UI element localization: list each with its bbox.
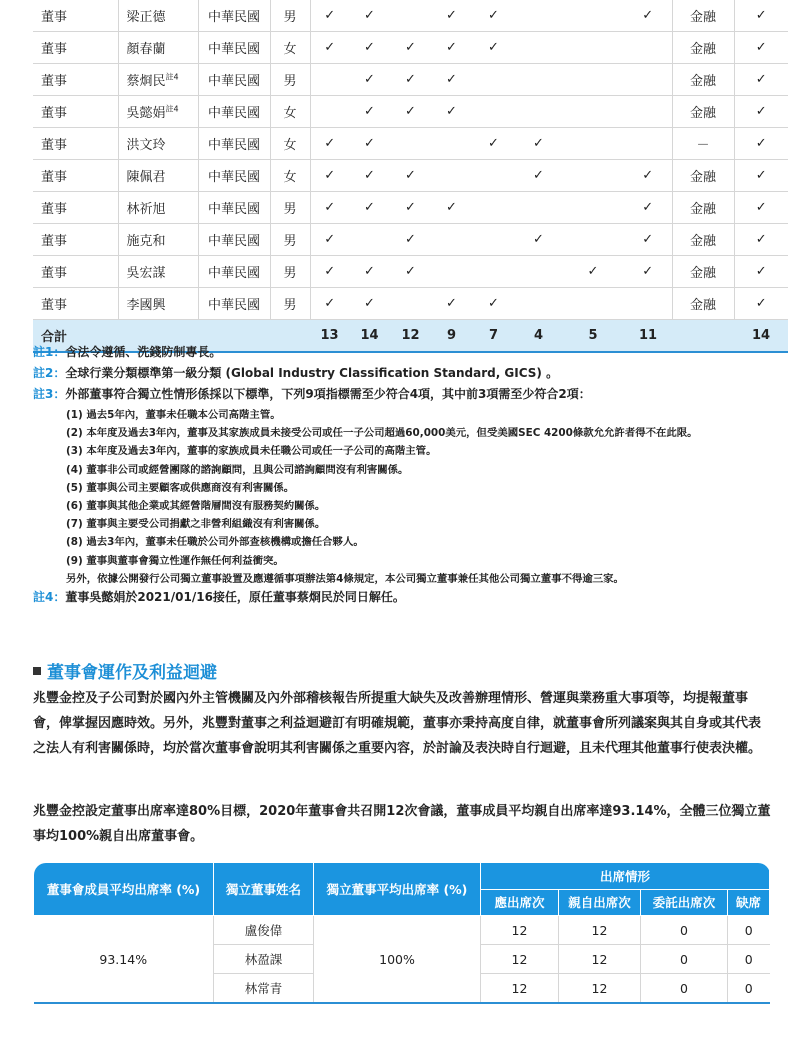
director-name bbox=[118, 192, 198, 224]
director-industry: 金融 bbox=[672, 224, 734, 256]
check-cell: ✓ bbox=[562, 256, 624, 288]
director-note-ref: 註4 bbox=[165, 72, 179, 82]
independent-avg-value: 100% bbox=[314, 916, 481, 1004]
check-cell: ✓ bbox=[310, 0, 349, 32]
check-cell: ✓ bbox=[390, 192, 431, 224]
director-name bbox=[118, 256, 198, 288]
check-cell: ✓ bbox=[624, 256, 672, 288]
criterion-item: (1) 過去5年內，董事未任職本公司高階主管。 bbox=[66, 409, 281, 421]
table-row bbox=[33, 32, 788, 64]
director-nationality: 中華民國 bbox=[198, 64, 270, 96]
check-cell: ✓ bbox=[310, 32, 349, 64]
director-name-text: 施克和 bbox=[126, 234, 166, 249]
check-cell bbox=[310, 64, 349, 96]
check-cell bbox=[624, 288, 672, 320]
director-last-check: ✓ bbox=[734, 256, 788, 288]
attendance-count: 0 bbox=[728, 974, 770, 1004]
attendance-count: 0 bbox=[641, 916, 728, 945]
criterion-item: (4) 董事非公司或經營團隊的諮詢顧問，且與公司諮詢顧問沒有利害關係。 bbox=[66, 463, 409, 476]
attendance-count: 12 bbox=[481, 945, 559, 974]
director-title: 董事 bbox=[33, 224, 118, 256]
table-row bbox=[33, 288, 788, 320]
director-name-text: 洪文玲 bbox=[126, 138, 166, 153]
independent-director-name: 林盈課 bbox=[214, 945, 314, 974]
director-last-check: ✓ bbox=[734, 192, 788, 224]
total-count: 12 bbox=[390, 320, 431, 353]
section-title: 董事會運作及利益迴避 bbox=[33, 658, 217, 683]
director-gender: 女 bbox=[270, 32, 310, 64]
attendance-count: 0 bbox=[728, 916, 770, 945]
check-cell bbox=[562, 0, 624, 32]
note-3: 註3：外部董事符合獨立性情形係採以下標準，下列9項指標需至少符合4項，其中前3項需至少符合2項： bbox=[33, 387, 591, 401]
independent-director-name: 林常青 bbox=[214, 974, 314, 1004]
director-title: 董事 bbox=[33, 128, 118, 160]
total-count: 5 bbox=[562, 320, 624, 353]
attendance-count: 0 bbox=[728, 945, 770, 974]
check-cell bbox=[562, 96, 624, 128]
header-independent-name: 獨立董事姓名 bbox=[214, 863, 314, 916]
header-avg-attendance: 董事會成員平均出席率 (%) bbox=[34, 863, 214, 916]
check-cell: ✓ bbox=[310, 288, 349, 320]
director-name-text: 梁正德 bbox=[126, 10, 166, 25]
director-gender: 男 bbox=[270, 192, 310, 224]
attendance-count: 12 bbox=[559, 945, 641, 974]
check-cell bbox=[472, 96, 515, 128]
director-nationality: 中華民國 bbox=[198, 192, 270, 224]
total-last: 14 bbox=[734, 320, 788, 353]
director-title: 董事 bbox=[33, 32, 118, 64]
check-cell bbox=[515, 64, 562, 96]
director-industry: 金融 bbox=[672, 256, 734, 288]
check-cell bbox=[624, 128, 672, 160]
check-cell: ✓ bbox=[624, 224, 672, 256]
attendance-count: 12 bbox=[559, 974, 641, 1004]
director-industry: 金融 bbox=[672, 96, 734, 128]
director-title: 董事 bbox=[33, 0, 118, 32]
director-name-text: 蔡烱民 bbox=[126, 74, 166, 89]
director-name-text: 顏春蘭 bbox=[126, 42, 166, 57]
check-cell: ✓ bbox=[349, 0, 390, 32]
director-nationality: 中華民國 bbox=[198, 288, 270, 320]
total-count: 14 bbox=[349, 320, 390, 353]
director-name bbox=[118, 0, 198, 32]
check-cell bbox=[431, 160, 472, 192]
director-name bbox=[118, 128, 198, 160]
table-row bbox=[33, 192, 788, 224]
bullet-square-icon bbox=[33, 667, 41, 675]
director-name bbox=[118, 64, 198, 96]
header-independent-avg: 獨立董事平均出席率 (%) bbox=[314, 863, 481, 916]
check-cell: ✓ bbox=[310, 192, 349, 224]
table-row bbox=[33, 64, 788, 96]
check-cell: ✓ bbox=[472, 0, 515, 32]
check-cell bbox=[624, 64, 672, 96]
check-cell: ✓ bbox=[349, 160, 390, 192]
director-name-text: 李國興 bbox=[126, 298, 166, 313]
director-industry: 金融 bbox=[672, 288, 734, 320]
table-row bbox=[33, 96, 788, 128]
director-nationality: 中華民國 bbox=[198, 224, 270, 256]
check-cell: ✓ bbox=[349, 128, 390, 160]
director-gender: 女 bbox=[270, 96, 310, 128]
criterion-item: 另外，依據公開發行公司獨立董事設置及應遵循事項辦法第4條規定，本公司獨立董事兼任其他公司獨立董事不得逾三家。 bbox=[66, 572, 624, 585]
table-row bbox=[33, 224, 788, 256]
director-last-check: ✓ bbox=[734, 96, 788, 128]
director-name bbox=[118, 96, 198, 128]
director-name-text: 林祈旭 bbox=[126, 202, 166, 217]
check-cell: ✓ bbox=[310, 128, 349, 160]
criterion-item: (8) 過去3年內，董事未任職於公司外部查核機構或擔任合夥人。 bbox=[66, 536, 364, 549]
table-row bbox=[33, 160, 788, 192]
check-cell bbox=[515, 0, 562, 32]
director-title: 董事 bbox=[33, 96, 118, 128]
check-cell: ✓ bbox=[431, 32, 472, 64]
check-cell: ✓ bbox=[390, 224, 431, 256]
director-gender: 女 bbox=[270, 128, 310, 160]
check-cell bbox=[472, 224, 515, 256]
check-cell bbox=[472, 160, 515, 192]
note-2: 註2：全球行業分類標準第一級分類 (Global Industry Classification Standard, GICS) 。 bbox=[33, 366, 559, 380]
check-cell: ✓ bbox=[431, 96, 472, 128]
check-cell: ✓ bbox=[431, 0, 472, 32]
check-cell bbox=[624, 32, 672, 64]
attendance-count: 0 bbox=[641, 974, 728, 1004]
check-cell: ✓ bbox=[472, 32, 515, 64]
check-cell bbox=[310, 96, 349, 128]
director-gender: 男 bbox=[270, 224, 310, 256]
header-absent: 缺席 bbox=[728, 889, 770, 916]
director-name bbox=[118, 160, 198, 192]
director-last-check: ✓ bbox=[734, 64, 788, 96]
check-cell: ✓ bbox=[515, 160, 562, 192]
director-industry: － bbox=[672, 128, 734, 160]
header-in-person: 親自出席次 bbox=[559, 889, 641, 916]
total-label: 合計 bbox=[33, 320, 310, 353]
check-cell: ✓ bbox=[310, 256, 349, 288]
check-cell bbox=[562, 160, 624, 192]
check-cell bbox=[390, 128, 431, 160]
director-title: 董事 bbox=[33, 192, 118, 224]
check-cell: ✓ bbox=[349, 96, 390, 128]
note-1: 註1：含法令遵循、洗錢防制專長。 bbox=[33, 345, 222, 359]
check-cell: ✓ bbox=[390, 64, 431, 96]
check-cell bbox=[472, 192, 515, 224]
director-nationality: 中華民國 bbox=[198, 256, 270, 288]
check-cell bbox=[515, 256, 562, 288]
check-cell bbox=[562, 224, 624, 256]
director-note-ref: 註4 bbox=[165, 104, 179, 114]
table-row bbox=[34, 916, 770, 945]
check-cell: ✓ bbox=[431, 192, 472, 224]
director-title: 董事 bbox=[33, 288, 118, 320]
director-title: 董事 bbox=[33, 64, 118, 96]
check-cell: ✓ bbox=[349, 32, 390, 64]
director-industry: 金融 bbox=[672, 32, 734, 64]
director-industry: 金融 bbox=[672, 160, 734, 192]
check-cell: ✓ bbox=[624, 160, 672, 192]
attendance-table bbox=[33, 862, 770, 1004]
director-name-text: 陳佩君 bbox=[126, 170, 166, 185]
criterion-item: (9) 董事與董事會獨立性運作無任何利益衝突。 bbox=[66, 554, 284, 567]
total-count: 13 bbox=[310, 320, 349, 353]
check-cell bbox=[431, 128, 472, 160]
criterion-item: (6) 董事與其他企業或其經營階層間沒有服務契約關係。 bbox=[66, 500, 326, 513]
check-cell bbox=[472, 64, 515, 96]
director-name bbox=[118, 288, 198, 320]
total-count: 9 bbox=[431, 320, 472, 353]
criterion-item: (3) 本年度及過去3年內，董事的家族成員未任職公司或任一子公司的高階主管。 bbox=[66, 445, 437, 458]
check-cell bbox=[390, 288, 431, 320]
director-gender: 女 bbox=[270, 160, 310, 192]
check-cell: ✓ bbox=[310, 160, 349, 192]
check-cell: ✓ bbox=[515, 128, 562, 160]
director-gender: 男 bbox=[270, 256, 310, 288]
check-cell bbox=[515, 288, 562, 320]
director-last-check: ✓ bbox=[734, 288, 788, 320]
attendance-count: 12 bbox=[481, 974, 559, 1004]
check-cell: ✓ bbox=[624, 0, 672, 32]
note-4: 註4：董事吳懿娟於2021/01/16接任，原任董事蔡烱民於同日解任。 bbox=[33, 590, 405, 605]
header-attendance-group: 出席情形 bbox=[481, 863, 770, 890]
total-count: 11 bbox=[624, 320, 672, 353]
criterion-item: (5) 董事與公司主要顧客或供應商沒有利害關係。 bbox=[66, 481, 295, 494]
check-cell: ✓ bbox=[472, 128, 515, 160]
check-cell: ✓ bbox=[310, 224, 349, 256]
check-cell bbox=[515, 192, 562, 224]
check-cell: ✓ bbox=[390, 32, 431, 64]
check-cell bbox=[562, 288, 624, 320]
avg-attendance-value: 93.14% bbox=[34, 916, 214, 1004]
check-cell: ✓ bbox=[349, 288, 390, 320]
director-industry: 金融 bbox=[672, 0, 734, 32]
check-cell: ✓ bbox=[515, 224, 562, 256]
check-cell: ✓ bbox=[349, 192, 390, 224]
table-row bbox=[33, 256, 788, 288]
director-name-text: 吳懿娟 bbox=[126, 106, 166, 121]
check-cell bbox=[562, 128, 624, 160]
check-cell bbox=[349, 224, 390, 256]
attendance-count: 12 bbox=[559, 916, 641, 945]
check-cell bbox=[624, 96, 672, 128]
check-cell bbox=[562, 32, 624, 64]
check-cell bbox=[472, 256, 515, 288]
criterion-item: (7) 董事與主要受公司捐獻之非營利組織沒有利害關係。 bbox=[66, 518, 326, 531]
director-last-check: ✓ bbox=[734, 160, 788, 192]
director-nationality: 中華民國 bbox=[198, 128, 270, 160]
check-cell: ✓ bbox=[390, 160, 431, 192]
director-industry: 金融 bbox=[672, 192, 734, 224]
director-nationality: 中華民國 bbox=[198, 160, 270, 192]
criterion-item: (2) 本年度及過去3年內，董事及其家族成員未接受公司或任一子公司超過60,000美元，但受美國SEC 4200條款允允許者得不在此限。 bbox=[66, 427, 698, 440]
check-cell bbox=[431, 224, 472, 256]
check-cell bbox=[390, 0, 431, 32]
check-cell: ✓ bbox=[431, 288, 472, 320]
attendance-count: 12 bbox=[481, 916, 559, 945]
director-last-check: ✓ bbox=[734, 224, 788, 256]
director-gender: 男 bbox=[270, 64, 310, 96]
director-name-text: 吳宏謀 bbox=[126, 266, 166, 281]
table-row bbox=[33, 128, 788, 160]
director-title: 董事 bbox=[33, 256, 118, 288]
director-last-check: ✓ bbox=[734, 128, 788, 160]
director-gender: 男 bbox=[270, 288, 310, 320]
paragraph-conflict-avoidance: 兆豐金控及子公司對於國內外主管機關及內外部稽核報告所提重大缺失及改善辦理情形、營運與業務重大事項等，均提報董事會，俾掌握因應時效。另外，兆豐對董事之利益迴避訂有明確規範，董事亦秉持高度自律，就董事會所列議案與其自身或其代表之法人有利害關係時，均於當次董事會說明其利害關係之重要內容，於討論及表決時自行迴避，且未代理其他董事行使表決權。 bbox=[33, 691, 762, 756]
director-last-check: ✓ bbox=[734, 0, 788, 32]
director-gender: 男 bbox=[270, 0, 310, 32]
check-cell: ✓ bbox=[472, 288, 515, 320]
total-count: 4 bbox=[515, 320, 562, 353]
director-nationality: 中華民國 bbox=[198, 32, 270, 64]
directors-table bbox=[33, 0, 788, 353]
check-cell bbox=[562, 64, 624, 96]
check-cell bbox=[562, 192, 624, 224]
check-cell: ✓ bbox=[349, 256, 390, 288]
director-last-check: ✓ bbox=[734, 32, 788, 64]
attendance-count: 0 bbox=[641, 945, 728, 974]
check-cell: ✓ bbox=[624, 192, 672, 224]
director-industry: 金融 bbox=[672, 64, 734, 96]
director-nationality: 中華民國 bbox=[198, 0, 270, 32]
paragraph-attendance: 兆豐金控設定董事出席率達80%目標，2020年董事會共召開12次會議，董事成員平均親自出席率達93.14%，全體三位獨立董事均100%親自出席董事會。 bbox=[33, 804, 771, 844]
director-title: 董事 bbox=[33, 160, 118, 192]
independent-director-name: 盧俊偉 bbox=[214, 916, 314, 945]
director-name bbox=[118, 32, 198, 64]
check-cell: ✓ bbox=[390, 256, 431, 288]
table-row bbox=[33, 0, 788, 32]
footnotes bbox=[33, 343, 783, 607]
check-cell: ✓ bbox=[349, 64, 390, 96]
header-proxy: 委託出席次 bbox=[641, 889, 728, 916]
check-cell bbox=[515, 32, 562, 64]
independence-criteria bbox=[33, 406, 783, 588]
director-nationality: 中華民國 bbox=[198, 96, 270, 128]
total-count: 7 bbox=[472, 320, 515, 353]
check-cell bbox=[431, 256, 472, 288]
check-cell: ✓ bbox=[390, 96, 431, 128]
check-cell: ✓ bbox=[431, 64, 472, 96]
header-required: 應出席次 bbox=[481, 889, 559, 916]
check-cell bbox=[515, 96, 562, 128]
director-name bbox=[118, 224, 198, 256]
